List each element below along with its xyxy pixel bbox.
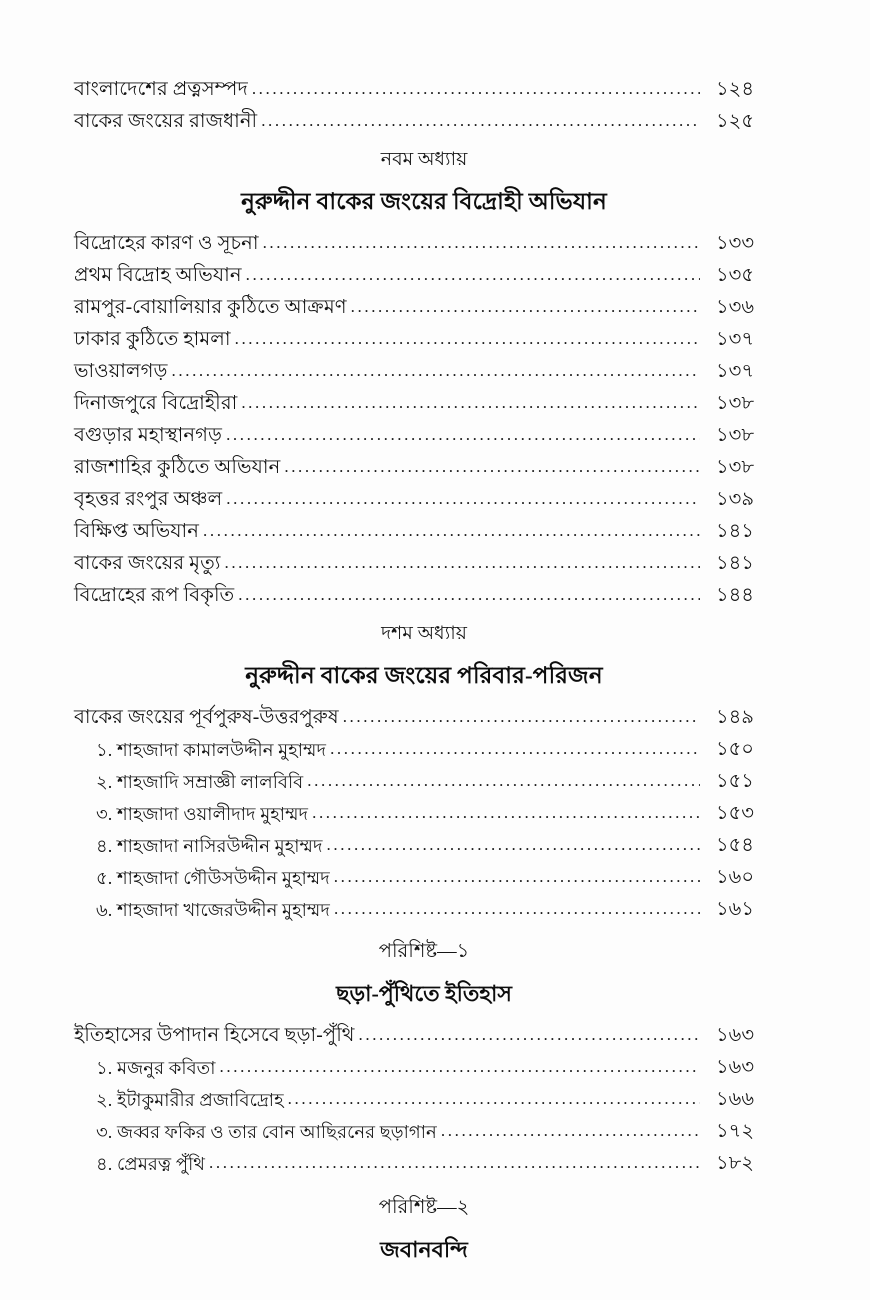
table-row <box>74 456 774 479</box>
dot-leader <box>172 362 700 379</box>
toc-entry-title: বৃহত্তর রংপুর অঞ্চল <box>74 489 223 510</box>
table-row <box>74 866 774 889</box>
toc-entry-title: দিনাজপুরে বিদ্রোহীরা <box>74 393 238 414</box>
toc-entry-page: ১৮২ <box>716 1153 754 1174</box>
table-row <box>74 424 774 447</box>
toc-entry-page: ১৩৬ <box>716 297 755 318</box>
dot-leader <box>288 1090 700 1107</box>
table-row <box>74 1088 774 1111</box>
table-row <box>74 770 774 793</box>
toc-entry-title: বাকের জংয়ের মৃত্যু <box>74 553 221 574</box>
toc-entry-title: ৫. শাহজাদা গৌউসউদ্দীন মুহাম্মদ <box>96 867 330 888</box>
dot-leader <box>224 554 700 571</box>
table-row <box>74 552 774 575</box>
toc-entry-page: ১২৫ <box>716 111 754 132</box>
dot-leader <box>226 426 700 443</box>
toc-entry-page: ১৬৬ <box>716 1089 755 1110</box>
toc-entry-title: ১. শাহজাদা কামালউদ্দীন মুহাম্মদ <box>96 739 327 760</box>
chapter-title: নুরুদ্দীন বাকের জংয়ের পরিবার-পরিজন <box>245 663 603 688</box>
table-row <box>74 392 774 415</box>
dot-leader <box>334 900 700 917</box>
toc-entry-page: ১৩৮ <box>716 457 754 478</box>
appendix-two-heading <box>74 1193 774 1270</box>
dot-leader <box>241 394 700 411</box>
toc-entry-title: ঢাকার কুঠিতে হামলা <box>74 329 231 350</box>
toc-entry-title: ইতিহাসের উপাদান হিসেবে ছড়া-পুঁথি <box>74 1025 355 1046</box>
toc-entry-page: ১৩৮ <box>716 425 754 446</box>
toc-entry-page: ১৩৭ <box>716 329 755 350</box>
appendix-label: পরিশিষ্ট—২ <box>378 1197 470 1218</box>
dot-leader <box>327 836 700 853</box>
table-row <box>74 360 774 383</box>
toc-entry-page: ১৪১ <box>716 521 754 542</box>
toc-entry-title: বাকের জংয়ের পূর্বপুরুষ-উত্তরপুরুষ <box>74 707 339 728</box>
chapter-nine-entries <box>74 232 774 607</box>
dot-leader <box>263 234 700 251</box>
toc-entry-title: ৬. শাহজাদা খাজেরউদ্দীন মুহাম্মদ <box>96 899 330 920</box>
toc-entry-page: ১৩৭ <box>716 361 755 382</box>
toc-entry-page: ১৩৯ <box>716 489 754 510</box>
table-row <box>74 1152 774 1175</box>
dot-leader <box>351 298 700 315</box>
dot-leader <box>312 804 700 821</box>
toc-entry-page: ১৩৮ <box>716 393 754 414</box>
dot-leader <box>220 1058 700 1075</box>
table-row <box>74 802 774 825</box>
table-row <box>74 706 774 729</box>
toc-entry-title: বাকের জংয়ের রাজধানী <box>74 111 258 132</box>
appendix-one-heading <box>74 937 774 1014</box>
dot-leader <box>252 80 700 97</box>
appendix-one-entries <box>74 1024 774 1175</box>
chapter-label: দশম অধ্যায় <box>381 623 467 644</box>
toc-entry-page: ১৪৪ <box>716 585 754 606</box>
table-row <box>74 264 774 287</box>
toc-entry-title: প্রথম বিদ্রোহ অভিযান <box>74 265 242 286</box>
dot-leader <box>238 586 700 603</box>
dot-leader <box>203 522 700 539</box>
toc-content <box>74 78 774 1280</box>
toc-entry-title: বিক্ষিপ্ত অভিযান <box>74 521 200 542</box>
toc-entry-title: বগুড়ার মহাস্থানগড় <box>74 425 223 446</box>
dot-leader <box>246 266 700 283</box>
table-row <box>74 834 774 857</box>
table-row <box>74 584 774 607</box>
toc-entry-title: রামপুর-বোয়ালিয়ার কুঠিতে আক্রমণ <box>74 297 347 318</box>
table-row <box>74 520 774 543</box>
dot-leader <box>284 458 700 475</box>
table-row <box>74 1056 774 1079</box>
dot-leader <box>209 1154 700 1171</box>
toc-entry-title: ৩. জব্বর ফকির ও তার বোন আছিরনের ছড়াগান <box>96 1121 437 1142</box>
toc-entry-title: ২. ইটাকুমারীর প্রজাবিদ্রোহ <box>96 1089 284 1110</box>
chapter-ten-heading <box>74 619 774 696</box>
toc-entry-page: ১২৪ <box>716 79 754 100</box>
toc-entry-title: বিদ্রোহের কারণ ও সূচনা <box>74 233 259 254</box>
dot-leader <box>441 1122 700 1139</box>
chapter-label: নবম অধ্যায় <box>380 149 468 170</box>
table-row <box>74 328 774 351</box>
toc-entry-title: রাজশাহির কুঠিতে অভিযান <box>74 457 281 478</box>
toc-entry-title: ১. মজনুর কবিতা <box>96 1057 216 1078</box>
appendix-title: জবানবন্দি <box>380 1237 468 1262</box>
toc-entry-page: ১৬৩ <box>716 1025 755 1046</box>
table-row <box>74 232 774 255</box>
table-row <box>74 110 774 133</box>
toc-entry-title: ৪. শাহজাদা নাসিরউদ্দীন মুহাম্মদ <box>96 835 323 856</box>
table-row <box>74 296 774 319</box>
toc-entry-page: ১৪৯ <box>716 707 754 728</box>
dot-leader <box>330 740 700 757</box>
toc-entry-title: ৪. প্রেমরত্ন পুঁথি <box>96 1153 206 1174</box>
toc-entry-title: ২. শাহজাদি সম্রাজ্ঞী লালবিবি <box>96 771 304 792</box>
toc-entry-title: ভাওয়ালগড় <box>74 361 168 382</box>
chapter-nine-heading <box>74 145 774 222</box>
table-row <box>74 738 774 761</box>
dot-leader <box>226 490 700 507</box>
toc-entry-page: ১৩৫ <box>716 265 754 286</box>
toc-entry-page: ১৫৩ <box>716 803 754 824</box>
dot-leader <box>261 112 700 129</box>
toc-section-continued <box>74 78 774 133</box>
toc-entry-title: বাংলাদেশের প্রত্নসম্পদ <box>74 79 248 100</box>
toc-entry-page: ১৩৩ <box>716 233 755 254</box>
toc-entry-title: বিদ্রোহের রূপ বিকৃতি <box>74 585 235 606</box>
dot-leader <box>307 772 700 789</box>
toc-entry-page: ১৬০ <box>716 867 755 888</box>
toc-entry-page: ১৫০ <box>716 739 754 760</box>
toc-entry-page: ১৬১ <box>716 899 754 920</box>
chapter-ten-entries <box>74 706 774 921</box>
dot-leader <box>334 868 700 885</box>
table-row <box>74 1120 774 1143</box>
chapter-title: নুরুদ্দীন বাকের জংয়ের বিদ্রোহী অভিযান <box>241 189 607 214</box>
table-row <box>74 898 774 921</box>
dot-leader <box>343 708 700 725</box>
dot-leader <box>359 1026 701 1043</box>
toc-entry-page: ১৫৪ <box>716 835 754 856</box>
toc-entry-page: ১৫১ <box>716 771 754 792</box>
appendix-label: পরিশিষ্ট—১ <box>378 941 470 962</box>
toc-entry-page: ১৭২ <box>716 1121 755 1142</box>
toc-entry-title: ৩. শাহজাদা ওয়ালীদাদ মুহাম্মদ <box>96 803 309 824</box>
table-row <box>74 1024 774 1047</box>
toc-entry-page: ১৪১ <box>716 553 754 574</box>
table-row <box>74 78 774 101</box>
toc-entry-page: ১৬৩ <box>716 1057 755 1078</box>
dot-leader <box>235 330 700 347</box>
appendix-title: ছড়া-পুঁথিতে ইতিহাস <box>336 981 512 1006</box>
table-row <box>74 488 774 511</box>
